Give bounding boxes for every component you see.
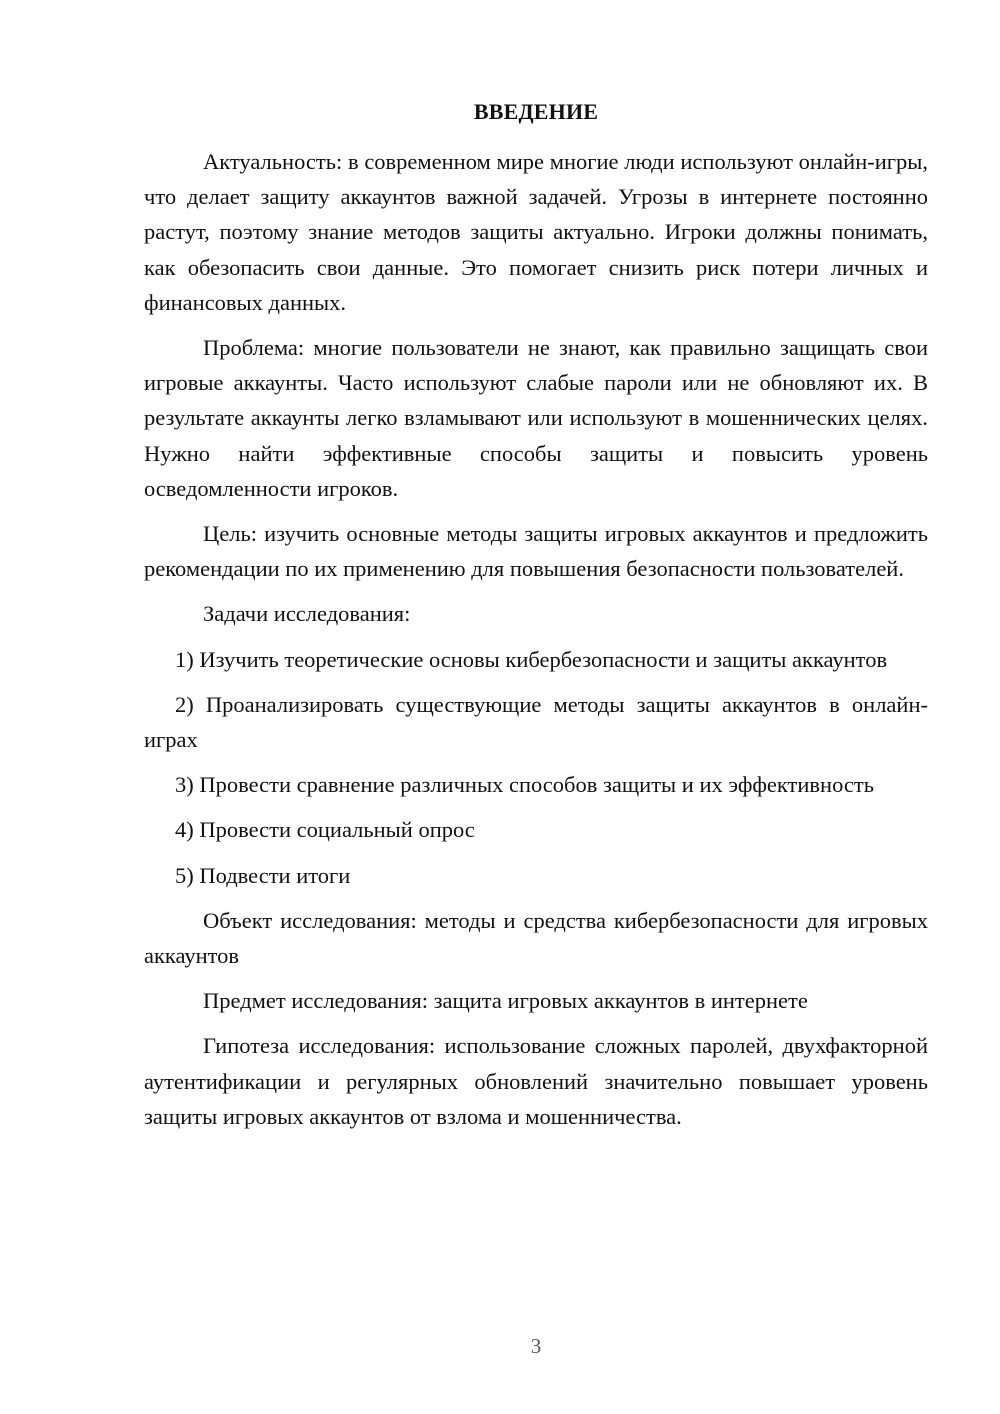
paragraph-hypothesis: Гипотеза исследования: использование сложных паролей, двухфакторной аутентификации и регулярных обновлений значительно повышает уровень защиты игровых аккаунтов от взлома и мошенничества. — [144, 1033, 928, 1129]
task-item-5: 5) Подвести итоги — [175, 862, 351, 888]
task-item-3: 3) Провести сравнение различных способов защиты и их эффективность — [175, 772, 874, 798]
task-item-2: 2) Проанализировать существующие методы защиты аккаунтов в онлайн-играх — [144, 691, 928, 753]
task-item-1: 1) Изучить теоретические основы кибербезопасности и защиты аккаунтов — [175, 646, 888, 672]
page-content — [144, 97, 928, 1144]
task-item-4: 4) Провести социальный опрос — [175, 817, 475, 843]
paragraph-goal: Цель: изучить основные методы защиты игровых аккаунтов и предложить рекомендации по их применению для повышения безопасности пользователей. — [144, 521, 928, 582]
paragraph-subject: Предмет исследования: защита игровых аккаунтов в интернете — [203, 988, 808, 1014]
page-number: 3 — [530, 1334, 542, 1358]
tasks-heading: Задачи исследования: — [203, 601, 411, 627]
paragraph-object: Объект исследования: методы и средства кибербезопасности для игровых аккаунтов — [144, 907, 928, 969]
paragraph-relevance: Актуальность: в современном мире многие люди используют онлайн-игры, что делает защиту аккаунтов важной задачей. Угрозы в интернете постоянно растут, поэтому знание методов защиты актуально. Игроки должны понимать, как обезопасить свои данные. Это помогает снизить риск потери личных и финансовых данных. — [144, 149, 928, 315]
paragraph-problem: Проблема: многие пользователи не знают, как правильно защищать свои игровые аккаунты. Часто используют слабые пароли или не обновляют их. В результате аккаунты легко взламывают или используют в мошеннических целях. Нужно найти эффективные способы защиты и повысить уровень осведомленности игроков. — [144, 335, 928, 501]
section-title: ВВЕДЕНИЕ — [473, 99, 599, 124]
